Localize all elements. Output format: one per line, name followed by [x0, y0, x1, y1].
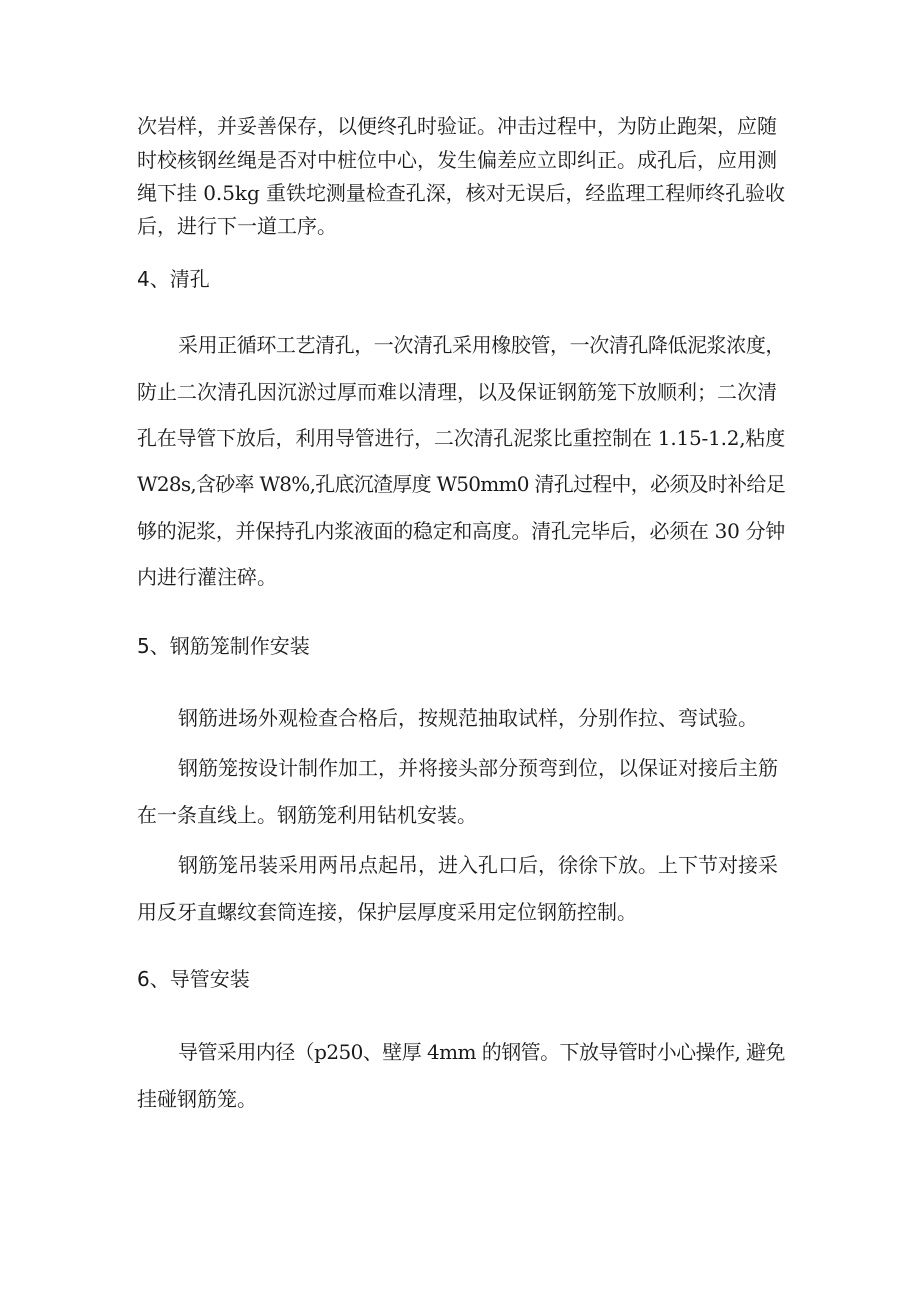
paragraph-line: 防止二次清孔因沉淤过厚而难以清理，以及保证钢筋笼下放顺利；二次清 — [137, 380, 777, 404]
paragraph-line: 够的泥浆，并保持孔内浆液面的稳定和高度。清孔完毕后，必须在 30 分钟 — [137, 519, 785, 543]
paragraph-line: 内进行灌注碎。 — [137, 565, 277, 589]
section-heading-5: 5、钢筋笼制作安装 — [137, 634, 310, 658]
paragraph-line: 时校核钢丝绳是否对中桩位中心，发生偏差应立即纠正。成孔后，应用测 — [137, 148, 777, 172]
paragraph-line: 钢筋笼吊装采用两吊点起吊，进入孔口后，徐徐下放。上下节对接采 — [178, 853, 778, 877]
paragraph-line: 采用正循环工艺清孔，一次清孔采用橡胶管，一次清孔降低泥浆浓度， — [178, 333, 785, 357]
paragraph-line: 在一条直线上。钢筋笼利用钻机安装。 — [137, 803, 477, 827]
section-heading-6: 6、导管安装 — [137, 967, 250, 991]
paragraph-line: 导管采用内径（p250、壁厚 4mm 的钢管。下放导管时小心操作, 避免 — [178, 1040, 785, 1064]
paragraph-line: 钢筋进场外观检查合格后，按规范抽取试样，分别作拉、弯试验。 — [178, 706, 758, 730]
paragraph-line: 后，进行下一道工序。 — [137, 214, 337, 238]
paragraph-line: 用反牙直螺纹套筒连接，保护层厚度采用定位钢筋控制。 — [137, 900, 637, 924]
section-heading-4: 4、清孔 — [137, 267, 210, 291]
paragraph-line: 孔在导管下放后，利用导管进行，二次清孔泥浆比重控制在 1.15-1.2,粘度 — [137, 426, 785, 450]
paragraph-line: 绳下挂 0.5kg 重铁坨测量检查孔深，核对无误后，经监理工程师终孔验收 — [137, 181, 785, 205]
paragraph-line: 次岩样，并妥善保存，以便终孔时验证。冲击过程中，为防止跑架，应随 — [137, 114, 777, 138]
paragraph-line: 钢筋笼按设计制作加工，并将接头部分预弯到位，以保证对接后主筋 — [178, 756, 778, 780]
paragraph-line: W28s,含砂率 W8%,孔底沉渣厚度 W50mm0 清孔过程中，必须及时补给足 — [137, 472, 785, 496]
paragraph-line: 挂碰钢筋笼。 — [137, 1087, 257, 1111]
